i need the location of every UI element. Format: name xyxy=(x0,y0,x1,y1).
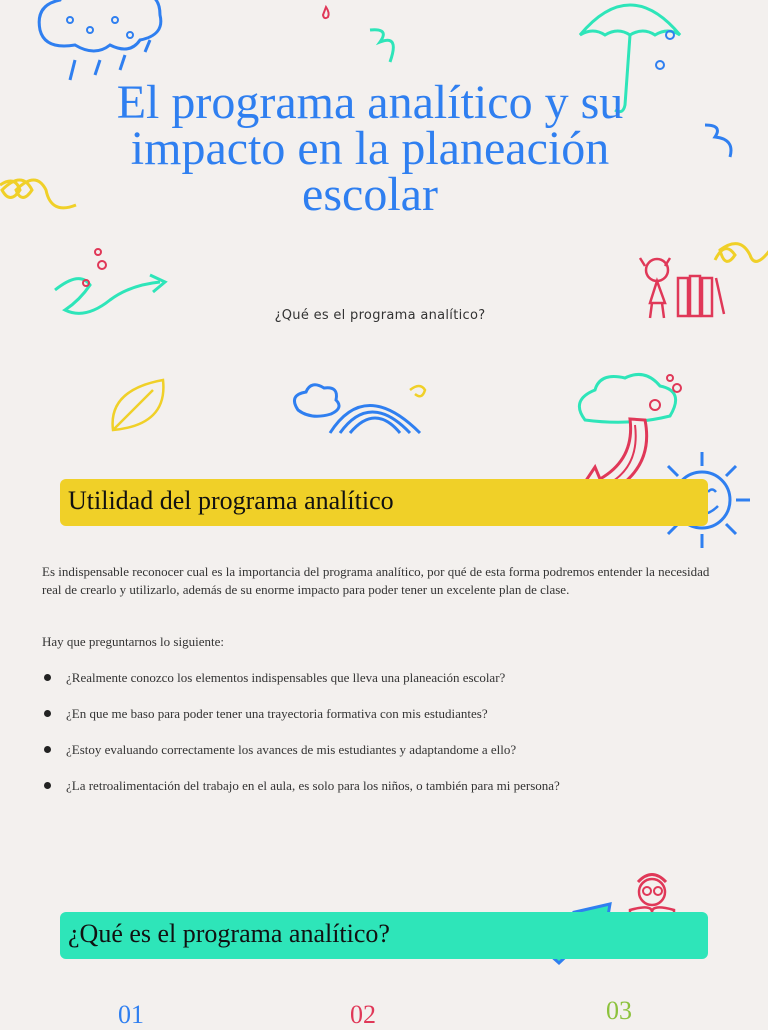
swirl-icon xyxy=(715,240,768,280)
section-banner-utilidad xyxy=(60,479,708,526)
swirl-icon xyxy=(0,175,80,220)
section-banner-que-es xyxy=(60,912,708,959)
arrow-icon xyxy=(50,245,180,330)
step-number: 03 xyxy=(606,996,632,1025)
page-subtitle: ¿Qué es el programa analítico? xyxy=(274,308,486,323)
squiggle-icon xyxy=(700,120,740,160)
page-title: El programa analítico y su impacto en la planeación escolar xyxy=(116,76,624,221)
list-item: ¿Realmente conozco los elementos indispensables que lleva una planeación escolar? xyxy=(42,670,722,706)
step-number: 02 xyxy=(350,1000,376,1029)
section-heading: Utilidad del programa analítico xyxy=(68,486,394,515)
squiggle-icon xyxy=(365,25,405,65)
section-heading: ¿Qué es el programa analítico? xyxy=(68,919,390,948)
intro-paragraph: Es indispensable reconocer cual es la importancia del programa analítico, por qué de esta forma podremos entender la necesidad real de crearlo y utilizarlo, además de su enorme impacto para poder tener un excelente plan de clase. xyxy=(42,564,710,597)
list-item: ¿Estoy evaluando correctamente los avances de mis estudiantes y adaptandome a ello? xyxy=(42,742,722,778)
question-list xyxy=(42,670,722,814)
rainbow-icon xyxy=(290,375,430,435)
list-item: ¿La retroalimentación del trabajo en el aula, es solo para los niños, o también para mi persona? xyxy=(42,778,722,814)
leaf-icon xyxy=(108,375,168,435)
drop-icon xyxy=(320,5,340,25)
list-item: ¿En que me baso para poder tener una trayectoria formativa con mis estudiantes? xyxy=(42,706,722,742)
step-number: 01 xyxy=(118,1000,144,1029)
lead-text: Hay que preguntarnos lo siguiente: xyxy=(42,634,224,649)
